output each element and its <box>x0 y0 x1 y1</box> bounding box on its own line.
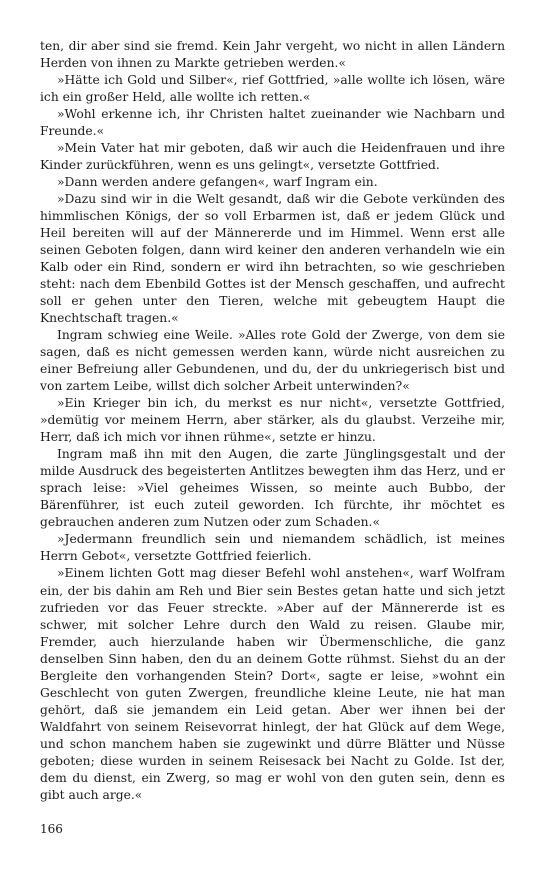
paragraph: »Mein Vater hat mir geboten, daß wir auch die Heidenfrauen und ihre Kinder zurückführen, wenn es uns gelingt«, versetzte Gottfried. <box>40 141 505 173</box>
paragraph: »Wohl erkenne ich, ihr Christen haltet zueinander wie Nachbarn und Freunde.« <box>40 107 505 139</box>
paragraph: »Hätte ich Gold und Silber«, rief Gottfried, »alle wollte ich lösen, wäre ich ein großer Held, alle wollte ich retten.« <box>40 73 505 105</box>
paragraph: Ingram maß ihn mit den Augen, die zarte Jünglingsgestalt und der milde Ausdruck des begeisterten Antlitzes bewegten ihm das Herz, und er sprach leise: »Viel geheimes Wissen, so meinte auch Bubbo, der Bärenführer, ist euch zuteil geworden. Ich fürchte, ihr möchtet es gebrauchen anderen zum Nutzen oder zum Schaden.« <box>40 447 505 530</box>
body-text <box>40 38 505 804</box>
paragraph: »Dann werden andere gefangen«, warf Ingram ein. <box>57 175 378 190</box>
page-number: 166 <box>40 822 63 836</box>
paragraph: »Dazu sind wir in die Welt gesandt, daß wir die Gebote verkünden des himmlischen Königs, der so voll Erbarmen ist, daß er jedem Glück und Heil bereiten will auf der Männererde und im Himmel. Wenn erst alle seinen Geboten folgen, dann wird keiner den anderen verhandeln wie ein Kalb oder ein Rind, sondern er wird ihn betrachten, so wie geschrieben steht: nach dem Ebenbild Gottes ist der Mensch geschaffen, und aufrecht soll er gehen unter den Tieren, welche mit gebeugtem Haupt die Knechtschaft tragen.« <box>40 192 505 326</box>
paragraph: »Einem lichten Gott mag dieser Befehl wohl anstehen«, warf Wolfram ein, der bis dahin am Reh und Bier sein Bestes getan hatte und sich jetzt zufrieden vor das Feuer streckte. »Aber auf der Männererde ist es schwer, mit solcher Lehre durch den Wald zu reisen. Glaube mir, Fremder, auch hierzulande haben wir Übermenschliche, die ganz denselben Sinn haben, den du an deinem Gotte rühmst. Siehst du an der Bergleite den vorhangenden Stein? Dort«, sagte er leise, »wohnt ein Geschlecht von guten Zwergen, freundliche kleine Leute, nie hat man gehört, daß sie jemandem ein Leid getan. Aber wer ihnen bei der Waldfahrt von seinem Reisevorrat hinlegt, der hat Glück auf dem Wege, und schon manchem haben sie zugewinkt und dürre Blätter und Nüsse geboten; diese wurden in seinem Reisesack bei Nacht zu Golde. Ist der, dem du dienst, ein Zwerg, so mag er wohl von den guten sein, denn es gibt auch arge.« <box>40 566 505 802</box>
paragraph: ten, dir aber sind sie fremd. Kein Jahr vergeht, wo nicht in allen Ländern Herden von ihnen zu Markte getrieben werden.« <box>40 39 505 71</box>
paragraph: »Ein Krieger bin ich, du merkst es nur nicht«, versetzte Gottfried, »demütig vor meinem Herrn, aber stärker, als du glaubst. Verzeihe mir, Herr, daß ich mich vor ihnen rühme«, setzte er hinzu. <box>40 396 505 445</box>
paragraph: Ingram schwieg eine Weile. »Alles rote Gold der Zwerge, von dem sie sagen, daß es nicht gemessen werden kann, würde nicht ausreichen zu einer Befreiung aller Gebundenen, und du, der du unkriegerisch bist und von zartem Leibe, willst dich solcher Arbeit unterwinden?« <box>40 328 505 394</box>
paragraph: »Jedermann freundlich sein und niemandem schädlich, ist meines Herrn Gebot«, versetzte Gottfried feierlich. <box>40 532 505 564</box>
